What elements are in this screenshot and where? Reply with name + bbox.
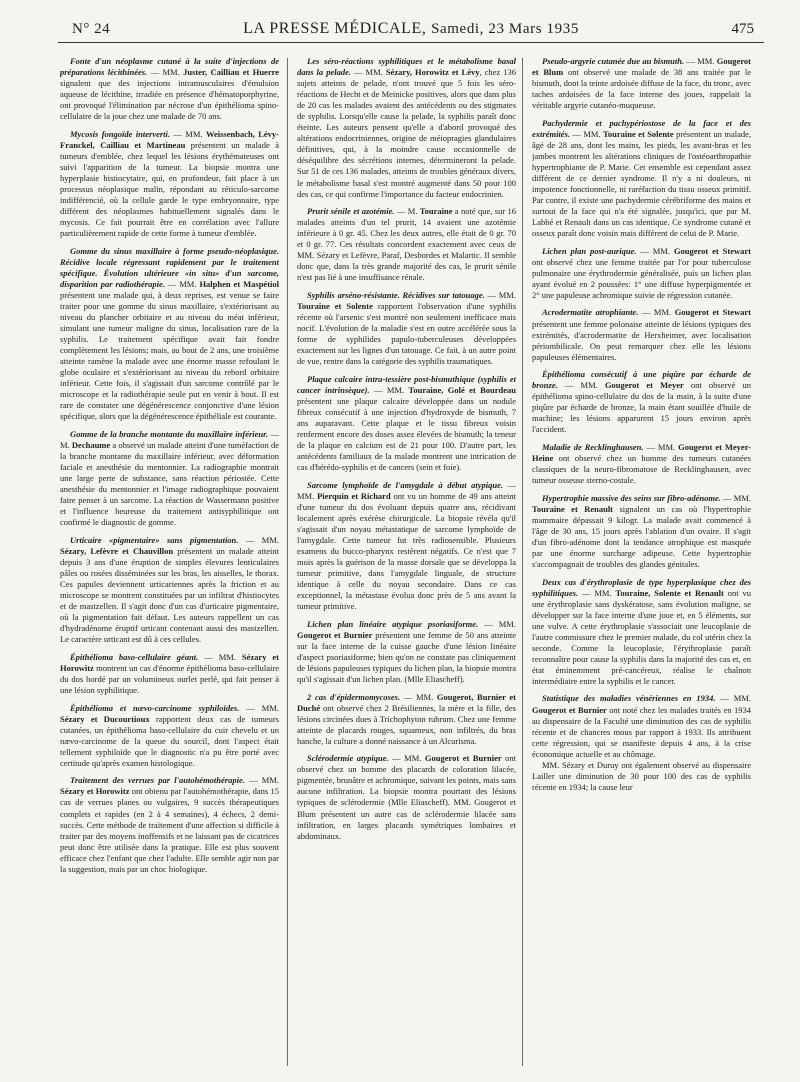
issue-number: N° 24 xyxy=(72,21,111,37)
column-rule xyxy=(522,58,523,1066)
abstract-text: , chez 136 sujets atteints de pelade, n'ont trouvé que 5 fois les séro-réactions de Hecht et de Meinicke positives, alors que dans plus de 20 cas les malades avaient des antécédents ou des stigmates de syphilis. Lorsqu'elle cause la pelade, la syphilis paraît donc éteinte. Les auteurs pensent qu'elle a d'abord provoqué des altérations endocriniennes, origine de méiopragies glandulaires définitives, qui, à la moindre cause occasionnelle de déséquilibre des sécrétions internes, détermineront la pelade. Sur 51 de ces 136 malades, atteints de troubles généraux divers, le métabolisme basal s'est montré augmenté dans 50 pour 100 des cas, ce qui confirme l'importance du facteur endocrinien. xyxy=(297,67,516,199)
separator: — MM. xyxy=(715,693,751,704)
authors: Halphen et Maspétiol xyxy=(199,278,279,289)
separator: — M. xyxy=(394,206,420,217)
abstract-text: a observé un malade atteint d'une tuméfaction de la branche montante du maxillaire inférieur, avec déformation faciale et anesthésie du mentonnier. La radiographie montrait une large perte de substance, sans réaction périostée. Cette anesthésie du mentonnier et l'image radiographique pouvaient faire penser à un sarcome. La réaction de Wassermann positive et l'influence heureuse du traitement antisyphilitique ont confirmé le diagnostic de gomme. xyxy=(60,440,279,528)
abstract-text: présentent une femme de 50 ans atteinte sur la face interne de la cuisse gauche d'une lésion linéaire d'aspect psoriasiforme; bien qu'on ne constate pas cliniquement de lésions papuleuses typiques du lichen plan, la biopsie montra qu'il s'agissait d'un lichen plan. (Mlle Eliascheff). xyxy=(297,629,516,684)
abstract-title: Lichen plan linéaire atypique psoriasiforme. xyxy=(307,618,479,629)
issue-date: Samedi, 23 Mars 1935 xyxy=(431,21,579,37)
abstract-paragraph xyxy=(60,535,279,645)
abstract-paragraph-continued: MM. Sézary et Duruy ont également observé au dispensaire Lailler une diminution de 30 pour 100 des cas de syphilis récente en 1934; la cause leur xyxy=(532,759,751,792)
abstract-text: ont vu un homme de 49 ans atteint d'une tumeur du dos évoluant depuis quatre ans, récidivant localement après exérèse chirurgicale. La biopsie révéla qu'il s'agissait d'un noyau métastatique de sarcome lymphoïde de l'amygdale. Cette tumeur fut très radiosensible. Plusieurs examens du bucco-pharynx restèrent négatifs. Ce n'est que 7 mois après la guérison de la masse dorsale que se développa la tumeur primitive, dans l'amygdale linguale, de structure identique à celle du noyau secondaire. Dans ce cas exceptionnel, la métastase évolua donc près de 5 ans avant la tumeur primitive. xyxy=(297,490,516,612)
abstract-entry xyxy=(60,246,279,423)
abstract-text: signalent que des injections intramusculaires d'émulsion aqueuse de lécithine, irradiée en présence d'hématoporphyrine, ont provoqué l'élimination par nécrose d'un épithélioma spino-cellulaire de la joue chez une malade de 70 ans. xyxy=(60,78,279,122)
separator: — MM. xyxy=(400,691,437,702)
abstract-text: présentent un malade à tumeurs d'emblée, chez lequel les lésions érythémateuses ont suivi l'apparition de la tumeur. La biopsie montra une hyperplasie histiocytaire, qui, en profondeur, fait place à un processus néoplasique malin, répondant au réticulo-sarcome indifférencié, où la cellule garde le type embryonnaire, type différent des néoplasmes habituellement signalés dans le mycosis. Ce fait pourrait être en corrélation avec l'allure particulièrement rapide de cette forme à tumeur d'emblée. xyxy=(60,139,279,239)
abstract-text: ont observé chez un homme des placards de coloration lilacée, pigmentée, brunâtre et achromique, suivant les points, mais sans aucune infiltration. La biopsie montra pourtant des lésions typiques de sclérodermie (Mlle Eliascheff). MM. Gougerot et Blum présentent un autre cas de sclérodermie lilacée sans infiltration, en larges placards symétriques lombaires et abdominaux. xyxy=(297,753,516,841)
separator: — M. xyxy=(60,429,279,451)
authors: Touraine et Renault xyxy=(532,503,614,514)
column-rule xyxy=(287,58,288,1066)
authors: Sézary et Ducourtioux xyxy=(60,713,150,724)
authors: Gougerot et Stewart xyxy=(673,245,751,256)
abstract-paragraph xyxy=(532,442,751,486)
abstract-title: Épithélioma consécutif à une piqûre par écharde de bronze. xyxy=(532,369,751,391)
abstract-title: Mycosis fongoïde interverti. xyxy=(70,128,171,139)
abstract-title: Épithélioma et nævo-carcinome syphiloïdes. xyxy=(70,702,240,713)
abstract-title: Pseudo-argyrie cutanée due au bismuth. xyxy=(542,56,685,66)
abstract-paragraph xyxy=(297,692,516,747)
separator: — MM. xyxy=(369,384,409,395)
abstract-entry xyxy=(60,129,279,239)
abstract-entry xyxy=(297,753,516,841)
abstract-title: Acrodermatite atrophiante. xyxy=(542,307,639,318)
abstract-text: présentent un malade atteint depuis 3 ans d'une éruption de simples élevures lenticulaires pâles ou rosées disséminées sur les bras, les aisselles, le thorax. Ces papules deviennent urticariennes après la friction et au microscope se montrent constituées par un infiltrat d'histiocytes et de mastzellen. Il s'agit donc d'un cas d'urticaire pigmentaire, où la pigmentation fait défaut. Les auteurs rappellent un cas d'hydradénome éruptif urticant contenant aussi des mastzellen. Le caractère urticant est dû à ces cellules. xyxy=(60,545,279,645)
abstract-title: Fonte d'un néoplasme cutané à la suite d'injections de préparations lécithinées. xyxy=(60,56,279,78)
separator: — MM. xyxy=(570,128,604,139)
abstract-entry xyxy=(532,693,751,792)
abstract-text: rapportent l'observation d'une syphilis récente où l'arsenic s'est montré non seulement inefficace mais nocif. L'évolution de la maladie s'est en outre accélérée sous la forme de syphilides papulo-tuberculeuses développées exactement sur les lignes d'un tatouage. Ce fait, à un autre point de vue, rentre dans la catégorie des syphilis traumatiques. xyxy=(297,300,516,367)
abstract-text: a noté que, sur 16 malades atteints d'un tel prurit, 14 avaient une azotémie inférieure à 0 gr. 45. Chez les deux autres, elle était de 0 gr. 70 et 0 gr. 77. Ces résultats concordent exactement avec ceux de MM. Sézary et Lefèvre, Paraf, Desbordes et Malartic. Il semble donc que, dans la très grande majorité des cas, le prurit sénile n'est pas lié à une insuffisance rénale. xyxy=(297,206,516,283)
abstract-paragraph xyxy=(60,129,279,239)
separator: — MM. xyxy=(484,289,516,300)
authors: Sézary et Horowitz xyxy=(60,651,279,673)
abstract-title: Plaque calcaire intra-tessière post-bismuthique (syphilis et cancer intrinsèque). xyxy=(297,373,516,395)
authors: Touraine et Solente xyxy=(297,300,373,311)
authors: Touraine, Solente et Renault xyxy=(615,587,724,598)
abstract-paragraph xyxy=(532,693,751,759)
abstract-title: Statistique des maladies vénériennes en 1934. xyxy=(542,693,716,704)
separator: — MM. xyxy=(239,702,279,713)
abstract-paragraph xyxy=(297,56,516,200)
abstract-title: Maladie de Recklinghausen. xyxy=(542,442,644,452)
abstract-entry xyxy=(297,206,516,283)
separator: — MM. xyxy=(388,753,425,764)
authors: Gougerot et Blum xyxy=(532,56,751,78)
authors: Sézary et Horowitz xyxy=(60,786,130,797)
column-3 xyxy=(532,56,751,1068)
abstract-text: montrent un cas d'énorme épithélioma baso-cellulaire du dos bordé par un volumineux ourlet perlé, qui fait penser à une lésion syphilitique. xyxy=(60,662,279,696)
abstract-entry xyxy=(532,56,751,111)
abstract-title: Sarcome lymphoïde de l'amygdale à début atypique. xyxy=(307,479,503,490)
separator: — MM. xyxy=(297,479,516,501)
abstract-entry xyxy=(532,369,751,435)
authors: Gougerot et Burnier xyxy=(297,629,373,640)
abstract-text: présentent une malade qui, à deux reprises, est venue se faire traiter pour une gomme du sinus maxillaire, s'extériorisant au niveau du plancher orbitaire et au niveau du méat inférieur, simulant une tumeur maligne du sinus, localisation rare de la syphilis. Le traitement spécifique avait fait fondre complètement les lésions; mais, au bout de 2 ans, une troisième atteinte ramène la malade avec une énorme masse refoulant le globe oculaire et s'extériorisant au niveau du rebord orbitaire inférieur. Cette fois, il s'agissait d'un sarcome contrôlé par le microscope et la radiothérapie seule put en venir à bout. Il est rare de constater une dégénérescence conjonctive d'une lésion spécifique, alors que la dégénérescence épithéliale est courante. xyxy=(60,289,279,422)
abstract-entry xyxy=(60,652,279,696)
authors: Pierquin et Richard xyxy=(317,490,391,501)
abstract-paragraph xyxy=(297,206,516,283)
abstract-title: Gomme du sinus maxillaire à forme pseudo-néoplasique. Récidive locale régressant rapidement par le traitement spécifique. Évolution ultérieure «in situ» d'un sarcome, disparition par radiothérapie. xyxy=(60,245,279,289)
abstract-paragraph xyxy=(60,775,279,874)
separator: — MM. xyxy=(684,56,717,66)
abstract-entry xyxy=(297,290,516,367)
authors: Touraine et Solente xyxy=(603,128,674,139)
authors: Sézary, Lefèvre et Chauvillon xyxy=(60,545,174,556)
authors: Dechaume xyxy=(71,440,111,451)
page-number: 475 xyxy=(731,21,754,37)
abstract-entry xyxy=(532,493,751,570)
abstract-paragraph xyxy=(532,56,751,111)
abstract-entry xyxy=(532,246,751,301)
abstract-text: ont observé un épithélioma spino-cellulaire du dos de la main, à la suite d'une piqûre par écharde de bronze, la main étant souillée d'huile de machine; les lésions apparurent 15 jours environ après l'accident. xyxy=(532,380,751,435)
abstract-text: ont observé chez 2 Brésiliennes, la mère et la fille, des lésions circinées dues à Trichophyton rubrum. Chez une femme atteinte de placards rouges, squameux, non infiltrés, du bras hanche, la culture a donné naissance à un Alcurisma. xyxy=(297,702,516,746)
separator: — MM. xyxy=(350,67,386,78)
abstract-paragraph xyxy=(297,619,516,685)
abstract-title: Urticaire «pigmentaire» sans pigmentation. xyxy=(70,534,239,545)
authors: Gougerot et Burnier xyxy=(532,704,607,715)
abstract-entry xyxy=(297,692,516,747)
abstract-title: 2 cas d'épidermomycoses. xyxy=(307,691,401,702)
authors: Gougerot et Burnier xyxy=(424,753,502,764)
abstract-entry xyxy=(60,56,279,122)
abstract-entry xyxy=(60,703,279,769)
separator: — MM. xyxy=(578,587,616,598)
abstract-title: Deux cas d'érythroplasie de type hyperplasique chez des syphilitiques. xyxy=(532,576,751,598)
abstract-title: Les séro-réactions syphilitiques et le métabolisme basal dans la pelade. xyxy=(297,56,516,78)
separator: — MM. xyxy=(170,128,206,139)
abstract-text: ont obtenu par l'autohémothérapie, dans 15 cas de verrues planes ou vulgaires, 9 succès thérapeutiques complets et rapides (en 2 à 4 semaines), 4 échecs, 2 demi-succès. Cette méthode de traitement d'une affection si difficile à traiter par des moyens inoffensifs et ne laissant pas de cicatrices peut donc être utilisée dans la pratique. Elle est plus souvent efficace chez l'enfant que chez l'adulte. Elle semble agir non par la suggestion, mais par un choc biologique. xyxy=(60,786,279,874)
abstract-entry xyxy=(532,442,751,486)
abstract-paragraph xyxy=(532,493,751,570)
abstract-text: signalent un cas où l'hypertrophie mammaire dépassait 9 kilogr. La malade avait commencé à l'âge de 30 ans, 15 jours après l'ablation d'un ovaire. Il s'agit d'un fibro-adénome dont la tendance atrophique est masquée par une énorme surcharge adipeuse. Cette hypertrophie s'accompagnait de troubles des glandes génitales. xyxy=(532,503,751,569)
column-2 xyxy=(297,56,516,1068)
abstract-paragraph xyxy=(60,56,279,122)
journal-title-line xyxy=(58,20,764,38)
abstract-paragraph xyxy=(532,118,751,240)
abstract-paragraph xyxy=(297,753,516,841)
authors: Sézary, Horowitz et Lévy xyxy=(385,67,480,78)
separator: — MM. xyxy=(238,534,279,545)
separator: — MM. xyxy=(244,775,279,786)
abstract-paragraph xyxy=(297,374,516,473)
abstract-title: Traitement des verrues par l'autohémothérapie. xyxy=(70,775,245,786)
abstract-text: ont noté chez les malades traités en 1934 au dispensaire de la Faculté une diminution des cas de syphilis récente et de chancres mous par rapport à 1933. Ils attribuent cette régression, qui se manifeste depuis 4 ans, à la crise économique actuelle et au chômage. xyxy=(532,704,751,759)
abstract-title: Syphilis arséno-résistante. Récidives sur tatouage. xyxy=(307,289,485,300)
abstract-title: Pachydermie et pachypériostose de la face et des extrémités. xyxy=(532,117,751,139)
separator: — MM. xyxy=(557,380,605,391)
separator: — MM. xyxy=(636,245,674,256)
separator: — MM. xyxy=(720,492,751,503)
abstract-paragraph xyxy=(60,652,279,696)
abstract-text: ont observé chez un homme des tumeurs cutanées classiques de la neuro-fibromatose de Recklinghausen, avec tumeur osseuse sterno-costale. xyxy=(532,453,751,486)
separator: — MM. xyxy=(164,278,200,289)
abstract-entry xyxy=(60,775,279,874)
abstract-text: présentent un malade, âgé de 28 ans, dont les mains, les pieds, les avant-bras et les jambes montrent les altérations cliniques de l'ostéoarthropathie hypertrophiante de P. Marie. Cet ensemble est cependant assez différent de ce dernier syndrome. Il n'y a ni douleurs, ni impotence fonctionnelle, ni raréfaction du tissu osseux primitif. Par contre, il existe une pachydermie cérébriforme des mains et surtout de la face qui n'a été signalée, jusqu'ici, que par M. Labbé et Renault dans un cas identique. Ce syndrome cutané et osseux paraît donc voisin mais différent de celui de P. Marie. xyxy=(532,128,751,239)
abstract-text: ont vu une érythroplasie sans dyskératose, sans évolution maligne, se développer sur la face interne d'une joue et, en 5 éléments, sur une vulve. A cette érythroplasie s'associait une leucoplasie de l'autre commissure chez le premier malade, du col utérin chez la seconde. Comme la leucoplasie, l'érythroplasie paraît reconnaître pour cause la syphilis dans la majorité des cas et, en état éminemment pré-cancéreux, réalise le chaînon intermédiaire entre la syphilis et le cancer. xyxy=(532,587,751,686)
separator: — MM. xyxy=(147,67,184,78)
abstract-paragraph xyxy=(532,369,751,435)
abstract-paragraph xyxy=(297,290,516,367)
authors: Gougerot, Burnier et Duché xyxy=(297,691,516,713)
journal-title: LA PRESSE MÉDICALE, xyxy=(243,20,427,37)
abstract-text: présentent une femme polonaise atteinte de lésions typiques des extrémités, d'acrodermatite de Herxheimer, avec localisation périombilicale. On peut remarquer chez elle les lésions papuleuses élémentaires. xyxy=(532,318,751,362)
abstract-entry xyxy=(297,480,516,613)
abstract-text: ont observé chez une femme traitée par l'or pour tuberculose pulmonaire une érythrodermie généralisée, puis un lichen plan ayant évolué en 2 poussées: 1° une diffuse hyperpigmentée et 2° une papuleuse achromique suivie de régression cutanée. xyxy=(532,256,751,300)
authors: Weissenbach, Lévy-Franckel, Cailliau et Martineau xyxy=(60,128,279,150)
separator: — MM. xyxy=(638,307,675,318)
authors: Juster, Cailliau et Huerre xyxy=(183,67,279,78)
abstract-entry xyxy=(297,374,516,473)
abstract-text: ont observé une malade de 38 ans traitée par le bismuth, dont la teinte ardoisée diffuse de la face, du tronc, avec taches ardoisées de la face interne des joues, rappelait la véritable argyrie cutanéo-muqueuse. xyxy=(532,67,751,111)
page-header xyxy=(58,18,764,43)
authors: Gougerot et Meyer xyxy=(604,380,684,391)
abstract-text: présentent une plaque calcaire développée dans un nodule fibreux consécutif à une injection d'hydroxyde de bismuth, 7 ans auparavant. Cette plaque et le tissu fibreux voisin renferment encore des doses assez élevées de bismuth; la teneur de la plaque en calcium est de 21 pour 100. D'autre part, les antécédents familiaux de la malade montrent une intrication de cas d'hérédo-syphilis et de cancers (sein et foie). xyxy=(297,395,516,473)
abstract-title: Épithélioma baso-cellulaire géant. xyxy=(70,651,199,662)
abstract-paragraph xyxy=(60,246,279,423)
separator: — MM. xyxy=(643,442,679,452)
abstract-entry xyxy=(60,535,279,645)
authors: Touraine xyxy=(419,206,453,217)
abstract-entry xyxy=(297,56,516,200)
abstract-title: Hypertrophie massive des seins sur fibro-adénome. xyxy=(542,492,721,503)
authors: Touraine, Golé et Bourdeau xyxy=(408,384,516,395)
abstract-title: Lichen plan post-aurique. xyxy=(542,245,637,256)
abstract-entry xyxy=(532,577,751,687)
abstract-text: rapportent deux cas de tumeurs cutanées, un épithélioma baso-cellulaire du cuir chevelu et un nævo-carcinome de la queue du sourcil, dont l'aspect était tellement syphiloïde que le diagnostic n'a pu être porté avec certitude qu'après examen histologique. xyxy=(60,713,279,768)
abstract-title: Prurit sénile et azotémie. xyxy=(307,206,395,217)
abstract-entry xyxy=(532,118,751,240)
authors: Gougerot et Meyer-Heine xyxy=(532,442,751,464)
abstract-paragraph xyxy=(532,577,751,687)
abstract-paragraph xyxy=(532,307,751,362)
abstract-entry xyxy=(60,429,279,528)
abstract-entry xyxy=(532,307,751,362)
separator: — MM. xyxy=(198,651,242,662)
abstract-paragraph xyxy=(60,429,279,528)
authors: Gougerot et Stewart xyxy=(674,307,751,318)
abstract-entry xyxy=(297,619,516,685)
abstract-title: Gomme de la branche montante du maxillaire inférieur. xyxy=(70,429,269,439)
column-1 xyxy=(60,56,279,1068)
abstract-title: Sclérodermie atypique. xyxy=(307,753,389,764)
abstract-paragraph xyxy=(297,480,516,613)
separator: — MM. xyxy=(478,618,516,629)
abstract-paragraph xyxy=(60,703,279,769)
abstract-paragraph xyxy=(532,246,751,301)
